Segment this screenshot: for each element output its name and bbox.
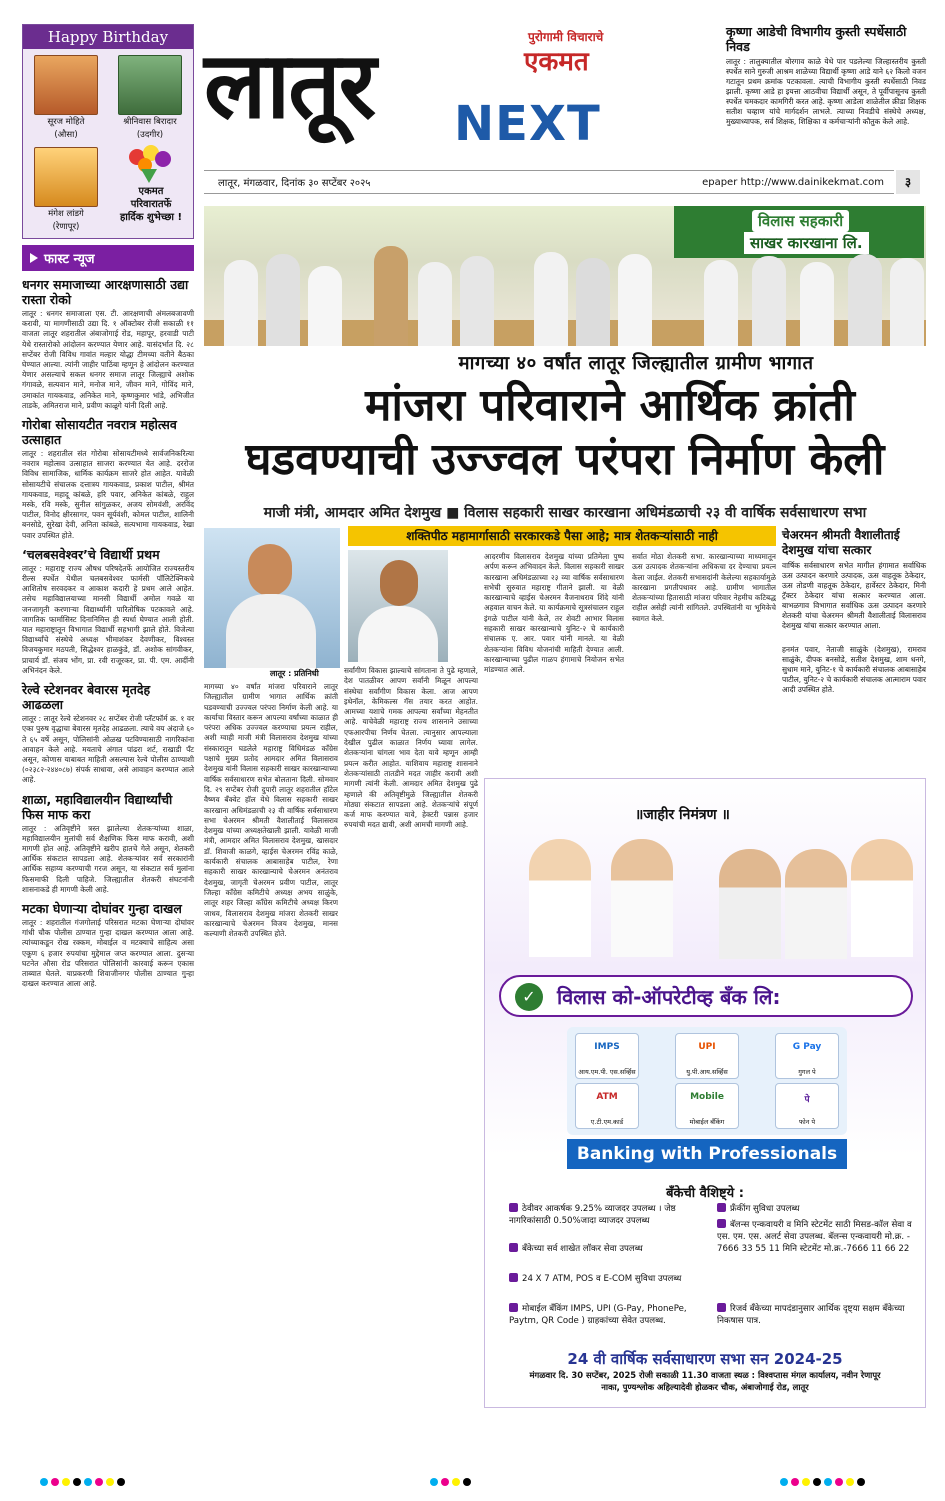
felicitation-body: वार्षिक सर्वसाधारण सभेत मागील हंगामात सर्वाधिक ऊस उत्पादन करणारे उत्पादक, ऊस वाहतूक ठेकेदार, ऊस तोडणी वाहतूक ठेकेदार, हार्वेस्टर ठेकेदार, मिनी ट्रॅक्टर ठेकेदार यांचा सत्कार करण्यात आला. बाभळगाव विभागात सर्वाधिक ऊस उत्पादन करणारे शेतकरी यांचा चेअरमन श्रीमती वैशालीताई विलासराव देशमुख यांचा सत्कार करण्यात आला.	[782, 561, 926, 630]
color-registration-bar	[40, 1478, 125, 1486]
page-number: ३	[896, 170, 920, 194]
service-name: IMPS	[594, 1042, 620, 1052]
person-figure	[800, 262, 834, 346]
person-name: सूरज मोहिते	[47, 117, 85, 127]
check-icon	[717, 1303, 726, 1312]
birthday-person	[31, 147, 101, 233]
portrait-figure	[785, 849, 847, 959]
check-icon	[509, 1243, 518, 1252]
registration-dot	[813, 1478, 821, 1486]
person-figure	[224, 260, 258, 346]
person-figure	[418, 262, 452, 346]
epaper-link[interactable]: epaper http://www.dainikekmat.com	[702, 176, 884, 188]
birthday-title: Happy Birthday	[23, 25, 193, 49]
felicitation-box	[782, 528, 926, 695]
body-shape	[226, 594, 316, 668]
news-body: लातूर : महाराष्ट्र राज्य औषध परिषदेतर्फे आयोजित राज्यस्तरीय रील्स स्पर्धेत येथील चलबसवेश्वर फार्मसी पॉलिटेक्निकचे आशितोष सरवदकर व आकाश कदारी हे प्रथम आले आहेत. तसेच महाविद्यालयाच्या मानसी विद्यार्थी अमोल गवळे या जनजागृती करणाऱ्या विद्यार्थ्यांनी पारितोषिक पटकावले आहे. जागतिक फार्मासिस्ट दिनानिमित्त ही स्पर्धा घेण्यात आली होती. यात महाराष्ट्रातून विभागात विद्यार्थी सहभागी झाले होते. विजेत्या विद्यार्थ्यांचे संस्थेचे अध्यक्ष भीमाशंकर देवणीकर, विश्वस्त विजयकुमार मठपती, सिद्धेश्वर हाळकुंडे, डॉ. अशोक सांगवीकर, प्राचार्य डॉ. संजय भोंग, प्रा. रवी राजूरकर, प्रा. पी. एम. आदींनी अभिनंदन केले.	[22, 563, 194, 675]
person-place: (उदगीर)	[136, 130, 164, 140]
person-figure	[460, 256, 494, 346]
banner-line: साखर कारखाना लि.	[744, 232, 869, 254]
masthead-brand: एकमत	[524, 47, 589, 77]
service-name: ATM	[596, 1092, 618, 1102]
bank-name-banner	[499, 975, 913, 1017]
service-label: फोन पे	[798, 1118, 816, 1126]
news-body: लातूर : अतिवृष्टीने त्रस्त झालेल्या शेतकऱ्यांच्या शाळा, महाविद्यालयीन मुलांची सर्व शैक्षणिक फिस माफ करावी, अशी मागणी होत आहे. अतिवृष्टीने खरीप हातचे गेले असून, शेतकरी आर्थिक संकटात सापडला आहे. शेतकऱ्यांवर सर्व सरकारांनी आर्थिक सहाय्य करण्याची गरज असून, या संकटात सर्व मुलांना फिसमाफी दिली पाहिजे. जिल्ह्यातील शेतकरी संघटनांनी शासनाकडे ही मागणी केली आहे.	[22, 823, 194, 894]
color-registration-bar	[780, 1478, 865, 1486]
left-sidebar	[22, 24, 194, 1464]
feature-item	[717, 1219, 917, 1255]
dateline-date: लातूर, मंगळवार, दिनांक ३० सप्टेंबर २०२५	[218, 178, 371, 189]
news-title: शाळा, महाविद्यालयीन विद्यार्थ्यांची फिस माफ करा	[22, 791, 173, 822]
service-label: गुगल पे	[798, 1068, 816, 1076]
person-figure	[890, 258, 924, 346]
news-item	[22, 682, 194, 785]
person-name: श्रीनिवास बिरादार	[123, 117, 177, 127]
right-top-story	[726, 24, 926, 202]
person-figure	[576, 258, 610, 346]
masthead-title: लातूर	[204, 32, 375, 139]
agm-title: 24 वी वार्षिक सर्वसाधारण सभा सन 2024-25	[567, 1350, 843, 1368]
person-figure	[266, 254, 300, 346]
registration-dot	[802, 1478, 810, 1486]
person-photo	[34, 55, 98, 115]
face-shape	[380, 560, 418, 606]
speaker-photo	[204, 528, 340, 668]
feature-text: रिजर्व बँकेच्या मापदंडानुसार आर्थिक दृष्ट्या सक्षम बँकेच्या निकषास पात्र.	[717, 1304, 905, 1326]
news-item	[22, 277, 194, 411]
service-upi	[675, 1033, 739, 1079]
feature-item	[509, 1273, 709, 1285]
feature-item	[717, 1303, 917, 1327]
person-figure	[848, 254, 882, 346]
news-body: लातूर : लातूर रेल्वे स्टेशनवर २८ सप्टेंबर रोजी प्लॅटफॉर्म क्र. १ वर एका पुरुष वृद्धाचा बेवारस मृतदेह आढळला. त्याचे वय अंदाजे ६० ते ६५ वर्षे असून, पोलिसांनी ओळख पटविण्यासाठी नागरिकांना आवाहन केले आहे. मयताचे अंगात पांढरा शर्ट, राखाडी पँट असून, कोणास याबाबत माहिती असल्यास रेल्वे पोलीस ठाण्याशी (०२३८२-२४४०८७) संपर्क साधावा, असे आवाहन करण्यात आले आहे.	[22, 714, 194, 785]
arrow-right-icon	[30, 253, 38, 263]
registration-dot	[62, 1478, 70, 1486]
registration-dot	[117, 1478, 125, 1486]
article-column: आदरणीय विलासराव देशमुख यांच्या प्रतिमेला पुष्प अर्पण करून अभिवादन केले. विलास सहकारी साखर कारखाना अधिमंडळाच्या २३ व्या वार्षिक सर्वसाधारण सभेची सुरुवात महाराष्ट्र गीताने झाली. या वेळी कारखान्याचे व्हाईस चेअरमन वैजनाथराव शिंदे यांनी अहवाल वाचन केले. या कार्यक्रमाचे सूत्रसंचालन राहुल इंगळे पाटील यांनी केले, तर शेवटी आभार विलास सहकारी साखर कारखान्याचे युनिट-२ चे कार्यकारी संचालक ए. आर. पवार यांनी मानले. या वेळी शेतकऱ्यांना विविध योजनांची माहिती देण्यात आली. कारखान्याच्या पुढील गाळप हंगामाचे नियोजन सभेत मांडण्यात आले.	[484, 552, 624, 675]
color-registration-bar	[430, 1478, 471, 1486]
service-mobile	[675, 1083, 739, 1129]
bank-logo-icon: ✓	[515, 983, 543, 1011]
news-title: रेल्वे स्टेशनवर बेवारस मृतदेह आढळला	[22, 682, 151, 713]
headline-kicker: मागच्या ४० वर्षांत लातूर जिल्ह्यातील ग्रामीण भागात	[458, 353, 814, 374]
registration-dot	[452, 1478, 460, 1486]
masthead-tagline: पुरोगामी विचाराचे	[528, 30, 604, 44]
service-name: Mobile	[690, 1092, 724, 1102]
portrait-figure	[611, 839, 673, 957]
news-body: लातूर : शहरातील संत गोरोबा सोसायटीमध्ये सार्वजनिकरित्या नवरात्र महोत्सव उत्साहात साजरा करण्यात येत आहे. दररोज विविध सामाजिक, धार्मिक कार्यक्रम साजरे होत आहेत. यावेळी सोसायटीचे संचालक दत्तात्रय गायकवाड, प्रकाश पाटील, श्रीमंत गायकवाड, महादू कांबळे, हरि पवार, अनिकेत कांबळे, राहुल मस्के, रवि मस्के, सुनील सांगुळकर, अजय सोमवंशी, अरविंद पाटील, विनोद क्षीरसागर, पवन सूर्यवंशी, कोमल पाटील, शालिनी बनसोडे, सुरेखा देवी, अनिता कांबळे, सत्यभामा गायकवाड, रेखा पवार उपस्थित होते.	[22, 449, 194, 540]
registration-dot	[84, 1478, 92, 1486]
feature-text: ठेवीवर आकर्षक 9.25% व्याजदर उपलब्ध । जेष्ठ नागरिकांसाठी 0.50%जादा व्याजदर उपलब्ध	[509, 1204, 676, 1226]
registration-dot	[791, 1478, 799, 1486]
fast-news-label: फास्ट न्यूज	[44, 252, 95, 267]
birthday-wish	[113, 185, 189, 224]
headline-subhead: माजी मंत्री, आमदार अमित देशमुख ■ विलास सहकारी साखर कारखाना अधिमंडळाची २३ वी वार्षिक सर्वसाधारण सभा	[263, 505, 867, 521]
registration-dot	[835, 1478, 843, 1486]
birthday-person	[31, 55, 101, 141]
person-place: (औसा)	[54, 130, 78, 140]
feature-text: 24 X 7 ATM, POS व E-COM सुविधा उपलब्ध	[522, 1274, 682, 1284]
news-body: लातूर : शहरातील गंजगोलाई परिसरात मटका घेणाऱ्या दोघांवर गांधी चौक पोलीस ठाण्यात गुन्हा दाखल करण्यात आला आहे. त्यांच्याकडून रोख रक्कम, मोबाईल व मटक्याचे साहित्य असा एकूण ६ हजार रुपयांचा मुद्देमाल जप्त करण्यात आला. दुसऱ्या घटनेत औसा रोड परिसरात पोलिसांनी कारवाई करून एकास ताब्यात घेतले. याप्रकरणी शिवाजीनगर पोलीस ठाण्यात गुन्हा दाखल करण्यात आला आहे.	[22, 917, 194, 989]
feature-text: बँकेच्या सर्व शाखेत लॉकर सेवा उपलब्ध	[522, 1244, 643, 1254]
fast-news-header	[22, 245, 194, 271]
photo-caption: लातूर : प्रतिनिधी	[270, 669, 319, 678]
story-title: कृष्णा आडेची विभागीय कुस्ती स्पर्धेसाठी निवड	[726, 24, 907, 54]
service-imps	[575, 1033, 639, 1079]
news-title: धनगर समाजाच्या आरक्षणासाठी उद्या रास्ता रोको	[22, 277, 189, 307]
portrait-figure	[719, 849, 781, 959]
body-shape	[358, 606, 438, 662]
news-body: लातूर : धनगर समाजाला एस. टी. आरक्षणाची अंमलबजावणी करावी, या मागणीसाठी उद्या दि. १ ऑक्टोबर रोजी सकाळी ११ वाजता लातूर शहरातील अंबाजोगाई रोड, महापूर, हरवाडी पाटी येथे रास्तारोको आंदोलन करण्यात येणार आहे. यासंदर्भात दि. २८ सप्टेंबर रोजी विविध गावांत मल्हार योद्धा टीमच्या वतीने बैठका घेण्यात आल्या. त्यांनी जाहीर पाठिंबा म्हणून हे आंदोलन करण्यात येणार असल्याचे सकल धनगर समाज लातूर जिल्ह्याचे अशोक गंगावळे, सत्यवान माने, मनोज माने, जीवन माने, गोविंद माने, उमाकांत गायकवाड, अनिकेत माने, कृष्णकुमार भांडे, अभिजीत ताडके, अमितराज माने, प्रवीण काळूगे यांनी दिली आहे.	[22, 309, 194, 410]
service-label: ए.टी.एम.कार्ड	[590, 1118, 624, 1126]
masthead-next: NEXT	[454, 96, 601, 152]
feature-item	[509, 1243, 709, 1255]
article-column: सर्वात मोठा शेतकरी सभा. कारखान्याच्या माध्यमातून ऊस उत्पादक शेतकऱ्यांना अधिकचा दर देण्याचा प्रयत्न केला जाईल. शेतकरी सभासदांनी केलेल्या सहकार्यामुळे कारखाना प्रगतीपथावर आहे. ग्रामीण भागातील शेतकऱ्यांच्या हितासाठी मांजरा परिवार नेहमीच कटिबद्ध राहील असेही त्यांनी सांगितले. उपस्थितांनी या भूमिकेचे स्वागत केले.	[632, 552, 776, 623]
agm-info: मंगळवार दि. 30 सप्टेंबर, 2025 रोजी सकाळी 11.30 वाजता स्थळ : विश्वप्तास मंगल कार्यालय, नवीन रेणापूर नाका, पुण्यश्लोक अहिल्यादेवी होळकर चौक, अंबाजोगाई रोड, लातूर	[529, 1370, 881, 1392]
news-item	[22, 792, 194, 895]
check-icon	[717, 1203, 726, 1212]
service-gpay	[775, 1033, 839, 1079]
felicitation-body2: हनमंत पवार, नेताजी साळुंके (देशमुख), रामराव साळुंके, दीपक बनसोडे, सतीश देशमुख, शाम धनगे, सुधाम माने, युनिट-१ चे कार्यकारी संचालक आबासाहेब पाटील, युनिट-२ चे कार्यकारी संचालक आत्माराम पवार आदी उपस्थित होते.	[782, 645, 926, 694]
service-name: G Pay	[792, 1042, 822, 1052]
wish-line: हार्दिक शुभेच्छा !	[119, 212, 183, 223]
services-panel	[567, 1027, 847, 1135]
news-title: ‘चलबसवेश्वर’चे विद्यार्थी प्रथम	[22, 546, 160, 562]
service-label: मोबाईल बँकिंग	[689, 1118, 725, 1126]
registration-dot	[824, 1478, 832, 1486]
service-label: यु.पी.आय.सर्व्हिस	[686, 1068, 728, 1076]
article-column: मागच्या ४० वर्षांत मांजरा परिवाराने लातूर जिल्ह्यातील ग्रामीण भागात आर्थिक क्रांती घडवण्याची उज्ज्वल परंपरा निर्माण केली आहे. या कार्याचा विस्तार करून आपल्या वर्षांच्या काळात ही परंपरा अधिक उज्ज्वल करण्याचा प्रयत्न राहील, अशी ग्वाही माजी मंत्री विलासराव देशमुख यांच्या संस्कारातून घडलेले महाराष्ट्र विधिमंडळ काँग्रेस पक्षाचे मुख्य प्रतोद आमदार अमित विलासराव देशमुख यांनी विलास सहकारी साखर कारखान्याच्या वार्षिक सर्वसाधारण सभेत बोलताना दिली. सोमवार दि. २९ सप्टेंबर रोजी दुपारी लातूर शहरातील हॉटेल वैष्णव बँक्वेट हॉल येथे विलास सहकारी साखर कारखाना अधिमंडळाची २३ वी वार्षिक सर्वसाधारण सभा चेअरमन श्रीमती वैशालीताई विलासराव देशमुख यांच्या अध्यक्षतेखाली झाली. यावेळी माजी मंत्री, आमदार अमित विलासराव देशमुख, खासदार डॉ. शिवाजी काळगे, व्हाईस चेअरमन रविंद्र काळे, कार्यकारी संचालक आबासाहेब पाटील, रेणा सहकारी साखर कारखान्याचे चेअरमन अनंतराव देशमुख, जागृती चेअरमन प्रवीण पाटील, लातूर जिल्हा काँग्रेस कमिटीचे अध्यक्ष अभय साळुंके, लातूर शहर जिल्हा काँग्रेस कमिटीचे अध्यक्ष किरण जाधव, विलासराव देशमुख मांजरा शेतकरी साखर कारखान्याचे चेअरमन विजय देशमुख, मानस कल्याणी शेतकरी उपस्थित होते.	[204, 682, 338, 939]
news-item	[22, 547, 194, 676]
registration-dot	[846, 1478, 854, 1486]
registration-dot	[73, 1478, 81, 1486]
person-figure	[704, 260, 738, 346]
portrait-figure	[851, 839, 913, 957]
news-item	[22, 417, 194, 541]
headline-line1: मांजरा परिवाराने आर्थिक क्रांती	[365, 380, 855, 431]
service-label: आय.एम.पी. एस.सर्व्हिस	[578, 1068, 636, 1076]
registration-dot	[857, 1478, 865, 1486]
feature-item	[509, 1203, 709, 1227]
birthday-box	[22, 24, 194, 239]
feature-text: मोबाईल बँकिंग IMPS, UPI (G-Pay, PhonePe, Paytm, QR Code ) ग्राहकांच्या सेवेत उपलब्ध.	[509, 1304, 687, 1326]
hero-banner	[674, 206, 924, 258]
portrait-figure	[529, 839, 591, 957]
registration-dot	[441, 1478, 449, 1486]
wish-line: एकमत	[138, 186, 164, 197]
feature-text: बॅलन्स एन्कवायरी व मिनि स्टेटमेंट साठी मिसड-कॉल सेवा व एस. एम. एस. अलर्ट सेवा उपलब्ध. बॅलन्स एन्कवायरी मो.क्र. - 7666 33 55 11 मिनि स्टेटमेंट मो.क्र.-7666 11 66 22	[717, 1220, 912, 1254]
registration-dot	[780, 1478, 788, 1486]
registration-dot	[463, 1478, 471, 1486]
service-name: पे	[804, 1095, 810, 1105]
person-place: (रेणापूर)	[52, 222, 80, 232]
check-icon	[509, 1203, 518, 1212]
news-item	[22, 901, 194, 989]
service-atm	[575, 1083, 639, 1129]
mp-photo	[348, 550, 448, 662]
person-photo	[118, 55, 182, 115]
service-name: UPI	[698, 1042, 716, 1052]
portrait-figure	[374, 246, 408, 346]
story-body: लातूर : तालुक्यातील बोरगाव काळे येथे पार पडलेल्या जिल्हास्तरीय कुस्ती स्पर्धेत साने गुरुजी आश्रम शाळेच्या विद्यार्थी कृष्णा आडे याने ६२ किलो वजन गटातून प्रथम क्रमांक पटकावला. त्याची विभागीय कुस्ती स्पर्धेसाठी निवड झाली. कृष्णा आडे हा इयत्ता आठवीचा विद्यार्थी असून, ते पूर्वीपासूनच कुस्ती स्पर्धेत चमकदार कामगिरी करत आहे. कृष्णा आडेला शाळेतील क्रीडा शिक्षक सतीश चव्हाण यांचे मार्गदर्शन लाभले. त्याच्या निवडीचे संस्थेचे अध्यक्ष, मुख्याध्यापक, सर्व शिक्षक, शिक्षिका व कर्मचाऱ्यांनी कौतुक केले आहे.	[726, 57, 926, 126]
person-figure	[752, 256, 786, 346]
check-icon	[509, 1303, 518, 1312]
felicitation-title: चेअरमन श्रीमती वैशालीताई देशमुख यांचा सत्कार	[782, 528, 900, 557]
features-title: बँकेची वैशिष्ट्ये :	[666, 1186, 744, 1201]
person-figure	[534, 252, 568, 346]
person-figure	[308, 266, 342, 346]
article-column: सर्वांगीण विकास झाल्याचे सांगताना ते पुढे म्हणाले, देश पातळीवर आपण सर्वांनी मिळून आपल्या संस्थेचा सर्वांगीण विकास केला. आज आपण इथेनॉल, केमिकल्स गॅस तयार करत आहोत. आमच्या यशाचे गमक आपल्या सर्वांच्या मेहनतीत आहे. याचेवेळी महाराष्ट्र राज्य शासनाने उसाच्या एफआरपीचा निर्णय घेतला. त्यानुसार आपल्याला देखील पुढील काळात निर्णय घ्यावा लागेल. शेतकऱ्यांना चांगला भाव देता यावे म्हणून आम्ही प्रयत्न करीत आहोत. याशिवाय महाराष्ट्र शासनाने शेतकऱ्यांसाठी तातडीने मदत जाहीर करावी अशी मागणी त्यांनी केली. आमदार अमित देशमुख पुढे म्हणाले की अतिवृष्टीमुळे जिल्ह्यातील शेतकरी मोठ्या संकटात सापडला आहे. शेतकऱ्यांचे संपूर्ण कर्ज माफ करण्यात यावे, हेक्टरी पन्नास हजार रुपयांची मदत द्यावी, अशी आमची मागणी आहे.	[344, 666, 478, 830]
ad-invite: ॥जाहीर निमंत्रण ॥	[635, 807, 730, 823]
bank-tagline: Banking with Professionals	[567, 1139, 847, 1169]
feature-item	[717, 1203, 917, 1215]
person-photo	[34, 147, 98, 207]
person-figure	[618, 254, 652, 346]
news-title: मटका घेणाऱ्या दोघांवर गुन्हा दाखल	[22, 900, 182, 916]
birthday-person	[115, 55, 185, 141]
hero-photo	[204, 206, 926, 346]
headline-strap: शक्तिपीठ महामार्गासाठी सरकारकडे पैसा आहे; मात्र शेतकऱ्यांसाठी नाही	[348, 526, 776, 546]
feature-text: फ्रँकींग सुविधा उपलब्ध	[730, 1204, 800, 1214]
registration-dot	[106, 1478, 114, 1486]
registration-dot	[95, 1478, 103, 1486]
bank-name: विलास को-ऑपरेटीव्ह बँक लि:	[557, 985, 781, 1009]
person-name: मंगेश लांडगे	[48, 209, 84, 219]
check-icon	[717, 1219, 726, 1228]
headline-line2: घडवण्याची उज्ज्वल परंपरा निर्माण केली	[245, 434, 885, 485]
bank-advertisement	[484, 778, 926, 1408]
banner-line: विलास सहकारी	[752, 210, 849, 232]
registration-dot	[51, 1478, 59, 1486]
service-phonepe	[775, 1083, 839, 1129]
news-title: गोरोबा सोसायटीत नवरात्र महोत्सव उत्साहात	[22, 417, 177, 448]
face-shape	[248, 544, 292, 596]
registration-dot	[40, 1478, 48, 1486]
check-icon	[509, 1273, 518, 1282]
feature-item	[509, 1303, 709, 1327]
registration-dot	[430, 1478, 438, 1486]
wish-line: परिवारातर्फे	[130, 199, 172, 210]
bouquet-icon	[119, 143, 179, 183]
